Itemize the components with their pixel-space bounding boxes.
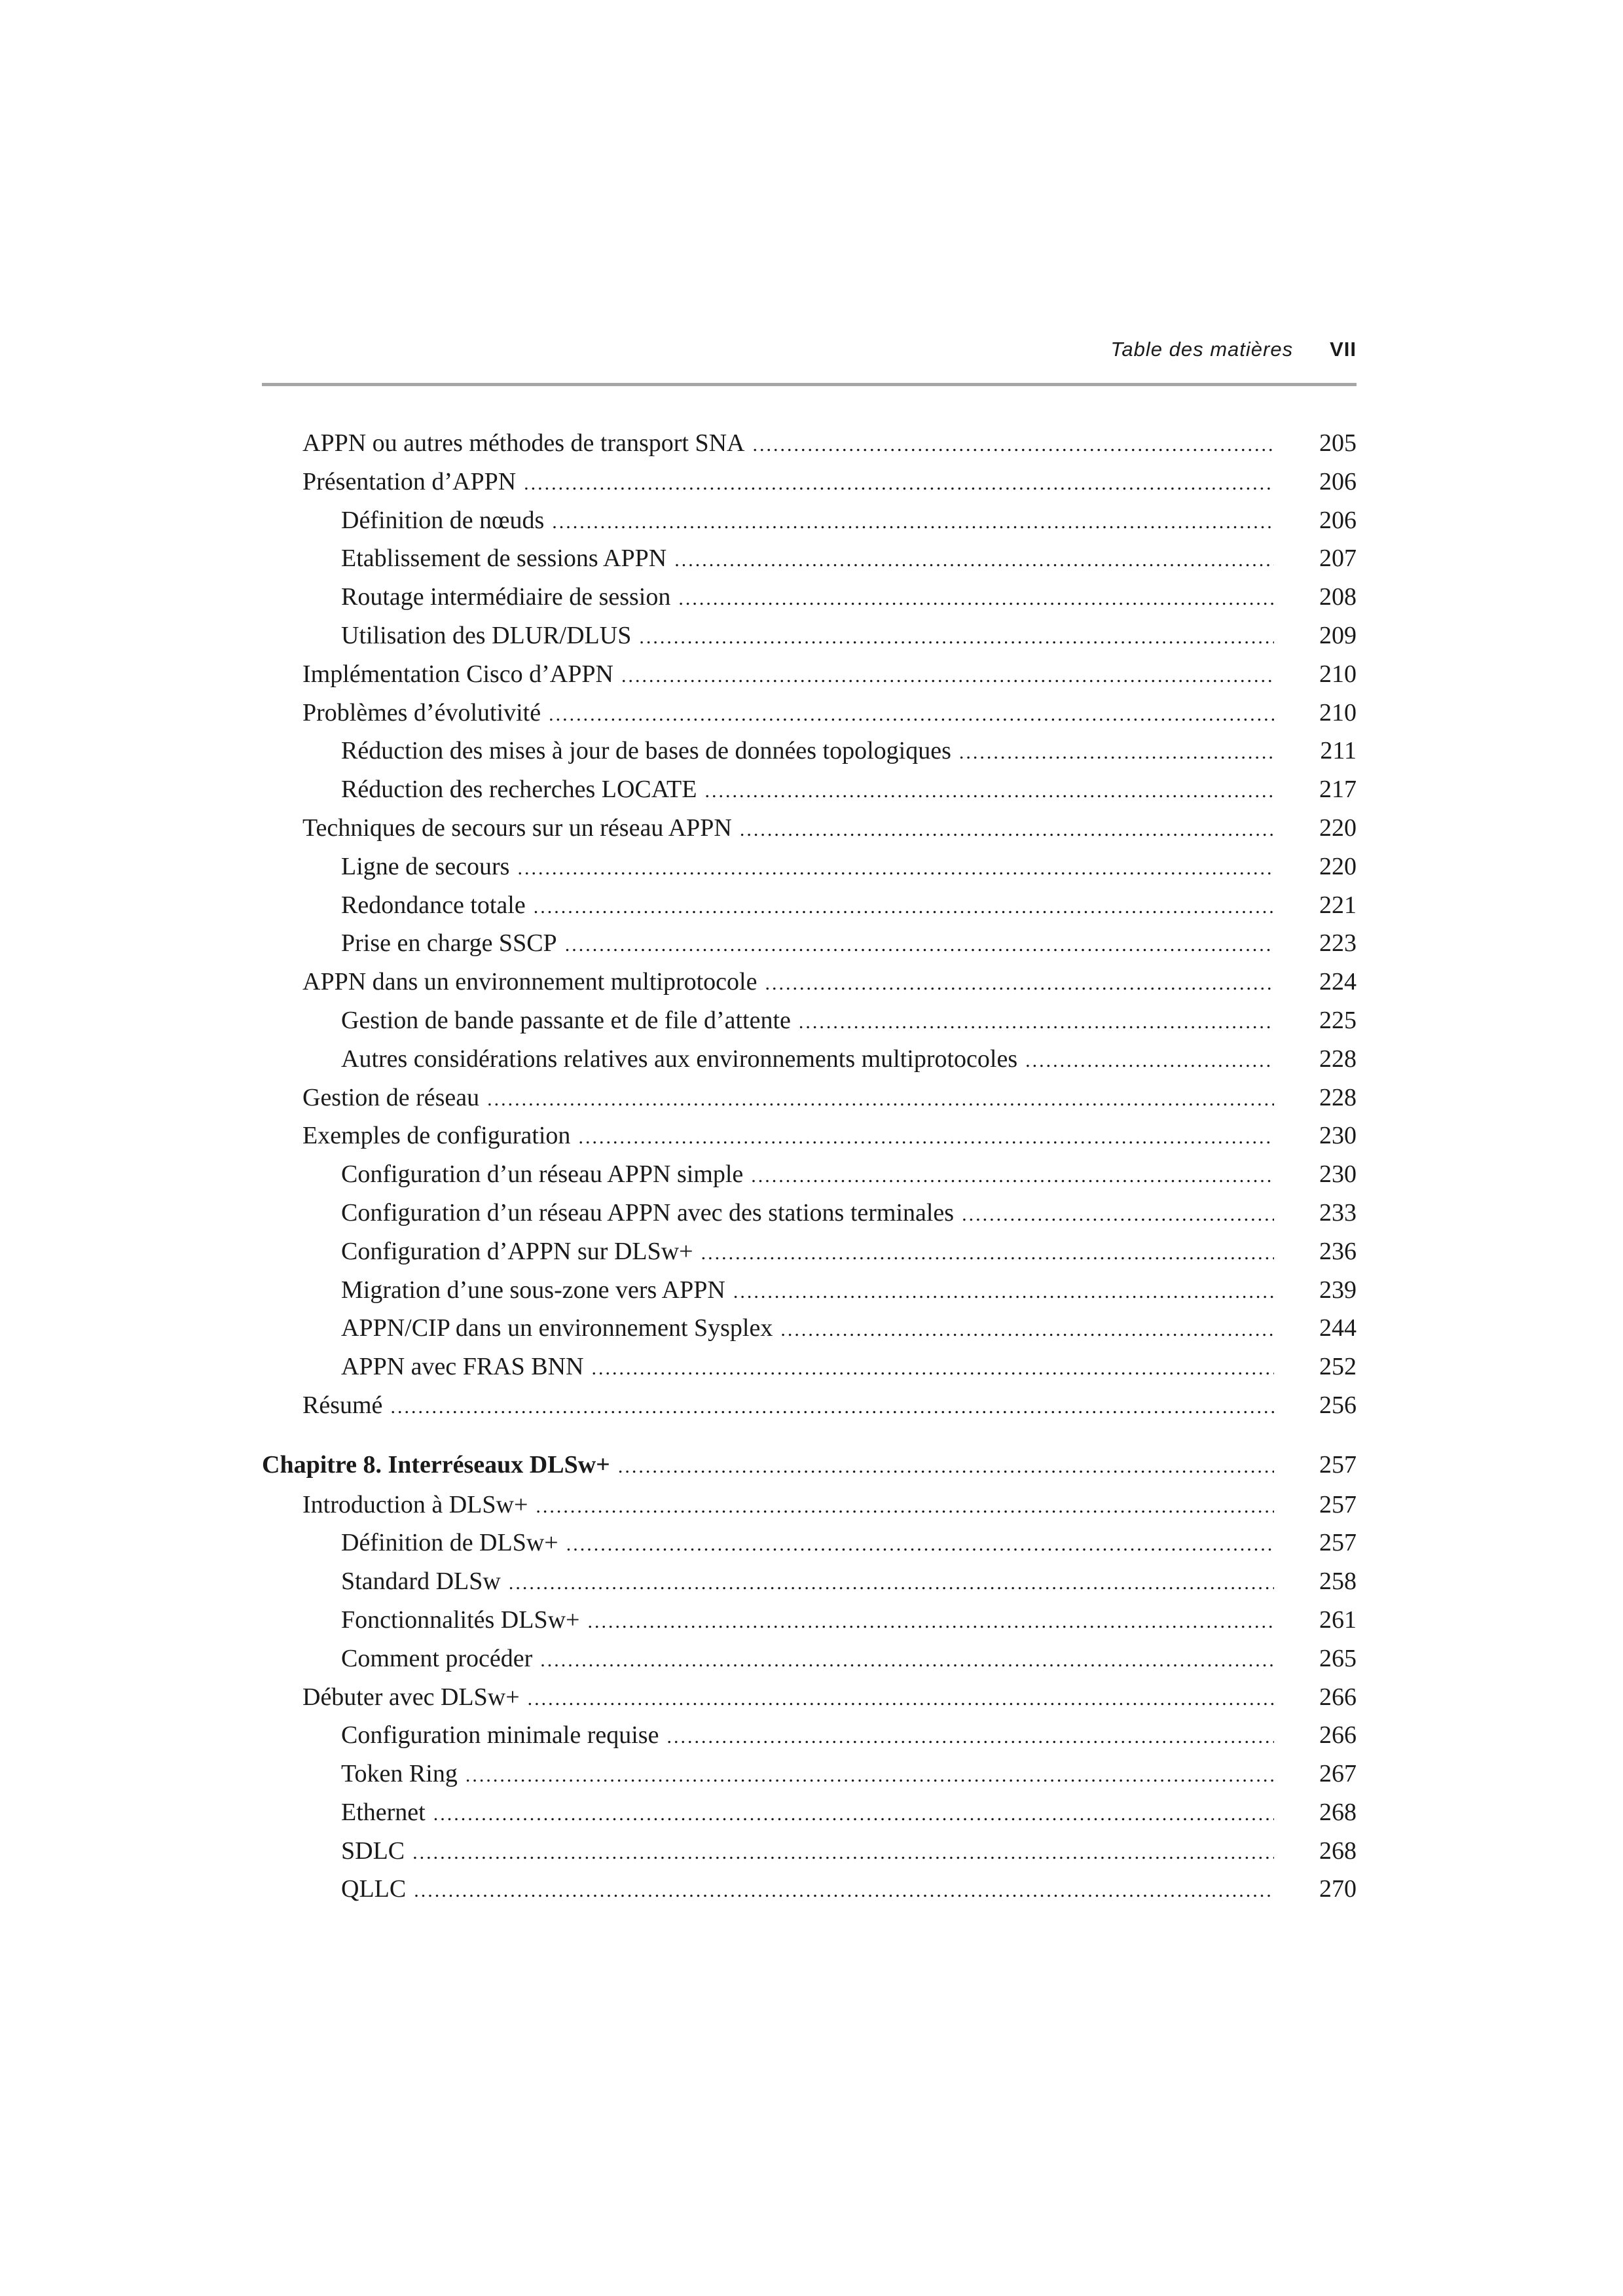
dot-leader bbox=[666, 1718, 1274, 1757]
toc-entry-page-number: 228 bbox=[1319, 1083, 1357, 1111]
toc-entry-title: Configuration minimale requise bbox=[341, 1721, 659, 1749]
toc-entry bbox=[262, 424, 1357, 463]
toc-entry-title: Fonctionnalités DLSw+ bbox=[341, 1605, 580, 1634]
dot-leader bbox=[565, 926, 1274, 965]
toc-entry-page-number: 208 bbox=[1319, 583, 1357, 611]
toc-entry bbox=[262, 732, 1357, 770]
dot-leader bbox=[487, 1081, 1274, 1119]
toc-entry-page-number: 257 bbox=[1319, 1490, 1357, 1518]
toc-entry-page-number: 206 bbox=[1319, 467, 1357, 495]
toc-entry-page-number: 268 bbox=[1319, 1798, 1357, 1826]
toc-entry-title: APPN ou autres méthodes de transport SNA bbox=[302, 429, 745, 457]
header-rule bbox=[262, 383, 1357, 386]
dot-leader bbox=[621, 657, 1274, 696]
toc-entry-title: Introduction à DLSw+ bbox=[302, 1490, 528, 1518]
toc-entry bbox=[262, 694, 1357, 732]
toc-entry-title: Standard DLSw bbox=[341, 1568, 501, 1596]
toc-entry-title: QLLC bbox=[341, 1875, 407, 1903]
dot-leader bbox=[524, 465, 1274, 503]
dot-leader bbox=[618, 1448, 1274, 1486]
dot-leader bbox=[587, 1603, 1274, 1641]
toc-entry-page-number: 268 bbox=[1319, 1837, 1357, 1865]
dot-leader bbox=[566, 1526, 1274, 1564]
toc-entry bbox=[262, 1640, 1357, 1678]
toc-entry-title: APPN/CIP dans un environnement Sysplex bbox=[341, 1314, 773, 1342]
toc-entry bbox=[262, 1870, 1357, 1909]
dot-leader bbox=[678, 580, 1274, 619]
toc-entry-page-number: 267 bbox=[1319, 1760, 1357, 1788]
dot-leader bbox=[549, 696, 1274, 734]
dot-leader bbox=[639, 619, 1274, 657]
dot-leader bbox=[752, 426, 1274, 465]
toc-entry bbox=[262, 1793, 1357, 1832]
toc-entry-title: Redondance totale bbox=[341, 891, 526, 919]
toc-entry bbox=[262, 1755, 1357, 1793]
dot-leader bbox=[733, 1273, 1274, 1312]
toc-entry-page-number: 220 bbox=[1319, 814, 1357, 842]
toc-entry bbox=[262, 1832, 1357, 1871]
toc-entry-page-number: 233 bbox=[1319, 1198, 1357, 1227]
toc-entry-title: Autres considérations relatives aux environnements multiprotocoles bbox=[341, 1045, 1018, 1073]
dot-leader bbox=[799, 1003, 1274, 1042]
toc-entry-page-number: 230 bbox=[1319, 1160, 1357, 1189]
dot-leader bbox=[962, 1196, 1274, 1234]
toc-entry-page-number: 265 bbox=[1319, 1644, 1357, 1672]
dot-leader bbox=[701, 1234, 1274, 1273]
toc-entry-page-number: 210 bbox=[1319, 660, 1357, 688]
dot-leader bbox=[704, 772, 1274, 811]
toc-entry bbox=[262, 655, 1357, 694]
dot-leader bbox=[433, 1795, 1274, 1834]
dot-leader bbox=[528, 1680, 1274, 1719]
toc-entry-page-number: 252 bbox=[1319, 1353, 1357, 1381]
dot-leader bbox=[534, 888, 1274, 927]
toc-entry bbox=[262, 1194, 1357, 1232]
toc-entry-page-number: 258 bbox=[1319, 1568, 1357, 1596]
toc-entry-title: Routage intermédiaire de session bbox=[341, 583, 671, 611]
toc-entry-title: Utilisation des DLUR/DLUS bbox=[341, 621, 632, 649]
toc-entry bbox=[262, 578, 1357, 617]
toc-entry-page-number: 228 bbox=[1319, 1045, 1357, 1073]
toc-entry bbox=[262, 1232, 1357, 1271]
toc-entry bbox=[262, 1309, 1357, 1348]
toc-entry bbox=[262, 963, 1357, 1001]
running-header-page-number: VII bbox=[1330, 338, 1357, 361]
toc-entry-title: Résumé bbox=[302, 1391, 383, 1419]
toc-entry-title: Problèmes d’évolutivité bbox=[302, 698, 541, 726]
toc-entry-title: Présentation d’APPN bbox=[302, 467, 517, 495]
toc-entry-title: Token Ring bbox=[341, 1760, 458, 1788]
toc-entry bbox=[262, 1601, 1357, 1640]
toc-entry-page-number: 221 bbox=[1319, 891, 1357, 919]
toc-entry-page-number: 206 bbox=[1319, 506, 1357, 534]
dot-leader bbox=[740, 811, 1274, 850]
dot-leader bbox=[412, 1834, 1274, 1873]
toc-entry-title: APPN dans un environnement multiprotocole bbox=[302, 968, 757, 996]
toc-entry-title: Réduction des mises à jour de bases de données topologiques bbox=[341, 737, 951, 765]
toc-entry-page-number: 261 bbox=[1319, 1605, 1357, 1634]
toc-entry bbox=[262, 1348, 1357, 1386]
toc-entry bbox=[262, 770, 1357, 809]
toc-entry-title: Gestion de bande passante et de file d’attente bbox=[341, 1006, 791, 1034]
toc-entry-page-number: 210 bbox=[1319, 698, 1357, 726]
dot-leader bbox=[780, 1311, 1274, 1350]
toc-entry-page-number: 225 bbox=[1319, 1006, 1357, 1034]
toc-entry-title: Gestion de réseau bbox=[302, 1083, 480, 1111]
toc-entry bbox=[262, 1040, 1357, 1079]
toc-entry-page-number: 220 bbox=[1319, 852, 1357, 880]
dot-leader bbox=[765, 965, 1274, 1003]
toc-entry bbox=[262, 1001, 1357, 1040]
toc-entry bbox=[262, 848, 1357, 886]
toc-entry-title: Etablissement de sessions APPN bbox=[341, 545, 667, 573]
toc-entry-title: Techniques de secours sur un réseau APPN bbox=[302, 814, 732, 842]
toc-entry-title: APPN avec FRAS BNN bbox=[341, 1353, 584, 1381]
toc-entry-page-number: 209 bbox=[1319, 621, 1357, 649]
toc-entry-page-number: 244 bbox=[1319, 1314, 1357, 1342]
toc-entry bbox=[262, 1678, 1357, 1717]
toc-entry bbox=[262, 1562, 1357, 1601]
dot-leader bbox=[465, 1757, 1274, 1795]
toc-entry-title: Configuration d’un réseau APPN simple bbox=[341, 1160, 744, 1189]
toc-entry-page-number: 207 bbox=[1319, 545, 1357, 573]
toc-entry bbox=[262, 1155, 1357, 1194]
toc-entry-page-number: 236 bbox=[1319, 1237, 1357, 1265]
dot-leader bbox=[959, 734, 1274, 772]
toc-entry bbox=[262, 617, 1357, 655]
toc-entry-page-number: 270 bbox=[1319, 1875, 1357, 1903]
running-header bbox=[262, 338, 1357, 374]
dot-leader bbox=[592, 1350, 1274, 1388]
dot-leader bbox=[414, 1872, 1274, 1910]
toc-entry bbox=[262, 1716, 1357, 1755]
toc-entry bbox=[262, 501, 1357, 540]
toc-entry-page-number: 256 bbox=[1319, 1391, 1357, 1419]
dot-leader bbox=[552, 503, 1274, 542]
toc-entry-page-number: 224 bbox=[1319, 968, 1357, 996]
toc-entry bbox=[262, 463, 1357, 501]
toc-entry-page-number: 257 bbox=[1319, 1529, 1357, 1557]
dot-leader bbox=[517, 850, 1274, 888]
running-header-title: Table des matières bbox=[1110, 338, 1294, 361]
toc-entry-title: Débuter avec DLSw+ bbox=[302, 1683, 520, 1711]
toc-entry bbox=[262, 886, 1357, 925]
toc-entry-title: Ethernet bbox=[341, 1798, 426, 1826]
toc-entry-page-number: 266 bbox=[1319, 1721, 1357, 1749]
dot-leader bbox=[509, 1564, 1274, 1603]
toc-entry-title: Chapitre 8. Interréseaux DLSw+ bbox=[262, 1450, 610, 1479]
table-of-contents bbox=[262, 424, 1357, 1909]
toc-entry bbox=[262, 924, 1357, 963]
dot-leader bbox=[1025, 1042, 1274, 1081]
toc-entry-title: Comment procéder bbox=[341, 1644, 533, 1672]
toc-entry-page-number: 239 bbox=[1319, 1276, 1357, 1304]
toc-entry bbox=[262, 1486, 1357, 1524]
dot-leader bbox=[540, 1641, 1274, 1680]
toc-entry bbox=[262, 1524, 1357, 1562]
toc-entry-title: Ligne de secours bbox=[341, 852, 510, 880]
toc-entry-title: Configuration d’APPN sur DLSw+ bbox=[341, 1237, 693, 1265]
toc-entry-title: Prise en charge SSCP bbox=[341, 929, 557, 958]
toc-entry-title: Configuration d’un réseau APPN avec des stations terminales bbox=[341, 1198, 955, 1227]
toc-entry-page-number: 223 bbox=[1319, 929, 1357, 958]
toc-entry-page-number: 266 bbox=[1319, 1683, 1357, 1711]
dot-leader bbox=[536, 1488, 1274, 1526]
dot-leader bbox=[674, 541, 1274, 580]
dot-leader bbox=[578, 1119, 1274, 1157]
toc-entry bbox=[262, 809, 1357, 848]
toc-entry bbox=[262, 1117, 1357, 1155]
toc-entry-page-number: 205 bbox=[1319, 429, 1357, 457]
dot-leader bbox=[751, 1157, 1274, 1196]
toc-entry-title: Définition de nœuds bbox=[341, 506, 545, 534]
toc-entry bbox=[262, 1271, 1357, 1310]
toc-entry-title: Réduction des recherches LOCATE bbox=[341, 776, 697, 804]
toc-entry-page-number: 211 bbox=[1320, 737, 1357, 765]
toc-entry bbox=[262, 1386, 1357, 1425]
toc-entry-title: Migration d’une sous-zone vers APPN bbox=[341, 1276, 725, 1304]
toc-entry bbox=[262, 1079, 1357, 1117]
toc-entry-title: Définition de DLSw+ bbox=[341, 1529, 558, 1557]
toc-entry bbox=[262, 539, 1357, 578]
toc-entry-title: SDLC bbox=[341, 1837, 405, 1865]
toc-entry-title: Exemples de configuration bbox=[302, 1122, 571, 1150]
toc-entry-page-number: 217 bbox=[1319, 776, 1357, 804]
toc-entry-title: Implémentation Cisco d’APPN bbox=[302, 660, 613, 688]
dot-leader bbox=[390, 1388, 1274, 1427]
toc-entry-page-number: 230 bbox=[1319, 1122, 1357, 1150]
toc-chapter-entry bbox=[262, 1446, 1357, 1484]
toc-entry-page-number: 257 bbox=[1319, 1450, 1357, 1479]
